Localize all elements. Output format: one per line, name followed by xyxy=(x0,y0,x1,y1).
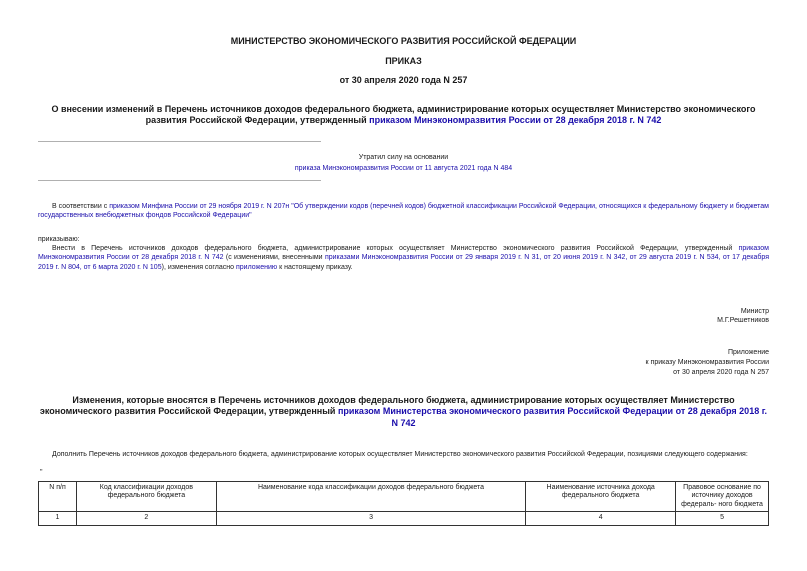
appendix-title-text: Изменения, которые вносятся в Перечень источников доходов федерального бюджета, администрирование которых осуществляет Министерство экономического развития Российской Федерации, утвержденный xyxy=(39,395,735,417)
col-header-code: Код классификации доходов федерального бюджета xyxy=(76,482,216,512)
table-cell: 5 xyxy=(676,512,769,525)
document-title-text: О внесении изменений в Перечень источников доходов федерального бюджета, администрирование которых осуществляет Министерство экономического развития Российской Федерации, утвержденный xyxy=(51,104,756,126)
status-text: Утратил силу на основании xyxy=(358,154,449,161)
order-word: приказываю: xyxy=(38,236,80,243)
appendix-reference xyxy=(646,348,769,378)
body-text-3: ), изменения согласно xyxy=(161,263,235,271)
body-link-order-742[interactable]: приказом Минэкономразвития России от 28 декабря 2018 г. N 742 xyxy=(38,245,769,262)
col-header-code-name: Наименование кода классификации доходов федерального бюджета xyxy=(216,482,526,512)
preamble-prefix: В соответствии с xyxy=(52,203,108,210)
body-paragraph xyxy=(38,244,769,272)
appendix-ref-line1: Приложение xyxy=(727,349,769,356)
appendix-intro: Дополнить Перечень источников доходов федерального бюджета, администрирование которых осуществляет Министерство экономического развития Российской Федерации, позициями следующего содержания: xyxy=(52,451,748,458)
doc-type: ПРИКАЗ xyxy=(385,56,422,66)
separator-bottom xyxy=(38,180,321,181)
table-header-row xyxy=(39,482,769,512)
table-cell: 3 xyxy=(216,512,526,525)
signature-block xyxy=(717,307,769,326)
table-row xyxy=(39,512,769,525)
col-header-legal-basis: Правовое основание по источнику доходов федераль- ного бюджета xyxy=(676,482,769,512)
status-link-row xyxy=(0,164,807,173)
body-link-appendix[interactable]: приложению xyxy=(236,263,278,271)
doc-date-number: от 30 апреля 2020 года N 257 xyxy=(339,75,468,85)
body-text-4: к настоящему приказу. xyxy=(279,263,353,271)
preamble-paragraph xyxy=(38,202,769,221)
appendix-ref-line2: к приказу Минэкономразвития России xyxy=(645,359,769,367)
col-header-source-name: Наименование источника дохода федерального бюджета xyxy=(526,482,676,512)
body-text-2: (с изменениями, внесенными xyxy=(225,254,323,262)
signature-name: М.Г.Решетников xyxy=(717,317,769,325)
body-link-amendments[interactable]: приказами Минэкономразвития России от 29 января 2019 г. N 31, от 20 июня 2019 г. N 342, от 29 августа 2019 г. N 534, от 17 декабря 2019 г. N 804, от 6 марта 2020 г. N 105 xyxy=(38,254,769,271)
preamble-link[interactable]: приказом Минфина России от 29 ноября 2019 г. N 207н "Об утверждении кодов (перечней кодов) бюджетной классификации Российской Федерации, относящихся к федеральному бюджету и бюджетам государственных внебюджетных фондов Российской Федерации" xyxy=(38,203,769,220)
col-header-number: N п/п xyxy=(39,482,77,512)
table-cell: 1 xyxy=(39,512,77,525)
appendix-title-link[interactable]: приказом Министерства экономического развития Российской Федерации от 28 декабря 2018 г. N 742 xyxy=(337,406,768,428)
status-link[interactable]: приказа Минэкономразвития России от 11 августа 2021 года N 484 xyxy=(294,165,513,172)
signature-role: Министр xyxy=(740,308,769,315)
ministry-name: МИНИСТЕРСТВО ЭКОНОМИЧЕСКОГО РАЗВИТИЯ РОССИЙСКОЙ ФЕДЕРАЦИИ xyxy=(230,36,577,46)
quote-mark: " xyxy=(40,469,43,476)
body-text-1: Внести в Перечень источников доходов федерального бюджета, администрирование которых осуществляет Министерство экономического развития Российской Федерации, утвержденный xyxy=(52,245,733,252)
separator-top xyxy=(38,141,321,142)
document-title-link[interactable]: приказом Минэкономразвития России от 28 декабря 2018 г. N 742 xyxy=(369,115,662,126)
appendix-table xyxy=(38,481,769,526)
table-cell: 2 xyxy=(76,512,216,525)
appendix-ref-line3: от 30 апреля 2020 года N 257 xyxy=(673,369,769,377)
appendix-title xyxy=(38,395,769,429)
document-title xyxy=(40,104,767,127)
table-cell: 4 xyxy=(526,512,676,525)
